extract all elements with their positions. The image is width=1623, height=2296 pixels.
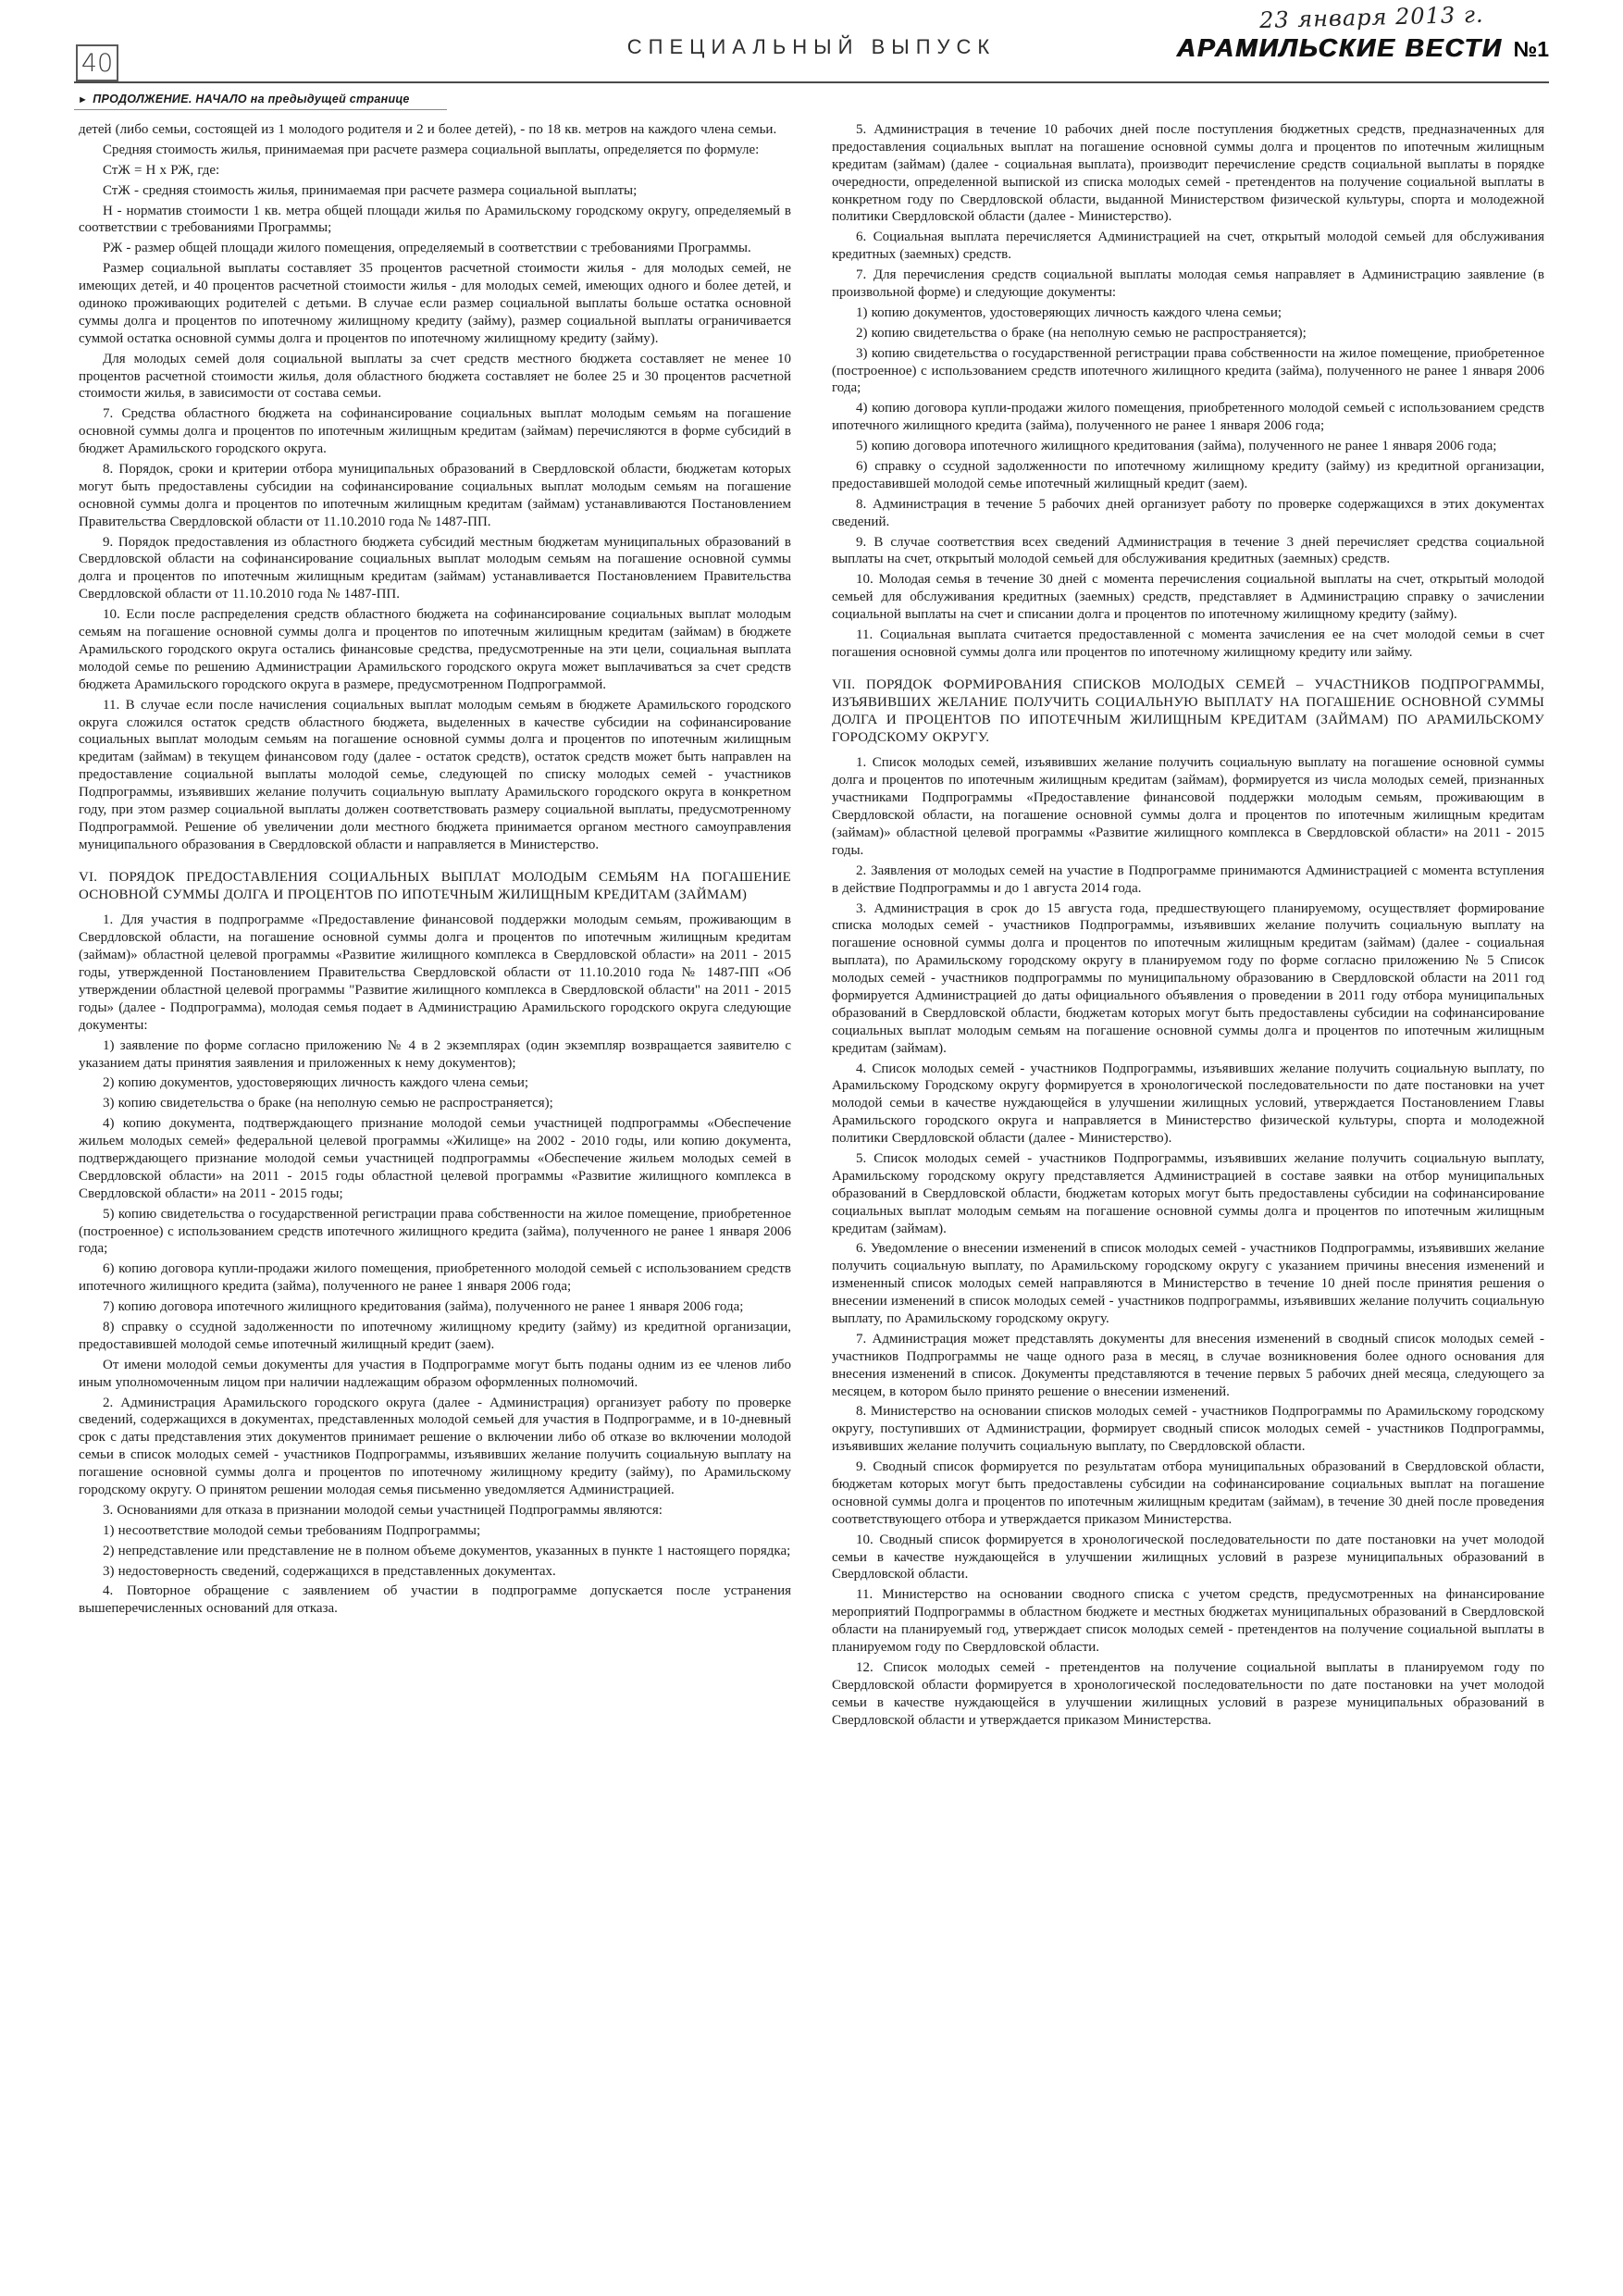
- continuation-notice-wrap: [74, 93, 447, 110]
- body-paragraph: 11. Социальная выплата считается предоставленной с момента зачисления ее на счет молодой семьи в счет погашения основной суммы долга или процентов по ипотечному жилищному кредиту или займу.: [832, 627, 1544, 660]
- body-paragraph: 4. Повторное обращение с заявлением об участии в подпрограмме допускается после устранения вышеперечисленных оснований для отказа.: [79, 1583, 791, 1617]
- body-paragraph: 8. Порядок, сроки и критерии отбора муниципальных образований в Свердловской области, бюджетам которых могут быть предоставлены субсидии на софинансирование социальных выплат молодым семьям на погашение основной суммы долга и процентов по ипотечным жилищным кредитам (займам) устанавливаются Постановлением Правительства Свердловской области от 11.10.2010 года № 1487-ПП.: [79, 462, 791, 529]
- body-paragraph: 7. Средства областного бюджета на софинансирование социальных выплат молодым семьям на погашение основной суммы долга и процентов по ипотечным жилищным кредитам (займам) перечисляются в форме субсидий в бюджет Арамильского городского округа.: [79, 406, 791, 457]
- body-paragraph: 8. Министерство на основании списков молодых семей - участников Подпрограммы по Арамильскому городскому округу, поступивших от Администрации, формирует сводный список молодых семей - участников Подпрограммы, изъявивших желание получить социальную выплату, по Свердловской области.: [832, 1404, 1544, 1455]
- body-paragraph: СтЖ = Н х РЖ, где:: [103, 162, 220, 178]
- newspaper-masthead: АРАМИЛЬСКИЕ ВЕСТИ: [1176, 33, 1503, 62]
- body-paragraph: 3. Администрация в срок до 15 августа года, предшествующего планируемому, осуществляет формирование списка молодых семей - участников Подпрограммы, изъявивших желание получить социальную выплату на погашение основной суммы долга и процентов по ипотечным жилищным кредитам (займам) (далее - социальная выплата), по Арамильскому городскому округу в планируемом году по форме согласно приложению № 5 Список молодых семей - участников подпрограммы по муниципальному образованию в Свердловской области на 2011 год формируется Администрацией до даты официального объявления о проведении в 2011 году отбора муниципальных образований в Свердловской области, бюджетам которых могут быть предоставлены субсидии на софинансирование социальных выплат молодым семьям на погашение основной суммы долга и процентов по ипотечным жилищным кредитам (займам).: [832, 900, 1544, 1056]
- body-paragraph: РЖ - размер общей площади жилого помещения, определяемый в соответствии с требованиями Программы.: [103, 241, 751, 256]
- section-heading: VII. ПОРЯДОК ФОРМИРОВАНИЯ СПИСКОВ МОЛОДЫХ СЕМЕЙ – УЧАСТНИКОВ ПОДПРОГРАММЫ, ИЗЪЯВИВШИХ ЖЕЛАНИЕ ПОЛУЧИТЬ СОЦИАЛЬНУЮ ВЫПЛАТУ НА ПОГАШЕНИЕ ОСНОВНОЙ СУММЫ ДОЛГА И ПРОЦЕНТОВ ПО ИПОТЕЧНЫМ ЖИЛИЩНЫМ КРЕДИТАМ (ЗАЙМАМ) ПО АРАМИЛЬСКОМУ ГОРОДСКОМУ ОКРУГУ.: [832, 676, 1544, 745]
- body-paragraph: 9. Сводный список формируется по результатам отбора муниципальных образований в Свердловской области, бюджетам которых могут быть предоставлены субсидии на софинансирование социальных выплат на погашение основной суммы долга и процентов по ипотечным жилищным кредитам (займам), в течение 30 дней после проведения соответствующего отбора и утверждается приказом Министерства.: [832, 1459, 1544, 1527]
- continuation-bar: [74, 91, 1549, 110]
- left-column: [79, 121, 791, 1731]
- continuation-notice: ПРОДОЛЖЕНИЕ. НАЧАЛО на предыдущей странице: [93, 93, 410, 105]
- masthead-area: [1176, 1, 1549, 63]
- right-column: [832, 121, 1544, 1731]
- body-paragraph: 8. Администрация в течение 5 рабочих дней организует работу по проверке содержащихся в этих документах сведений.: [832, 496, 1544, 529]
- body-paragraph: От имени молодой семьи документы для участия в Подпрограмме могут быть поданы одним из ее членов либо иным уполномоченным лицом при наличии надлежащим образом оформленных полномочий.: [79, 1357, 791, 1390]
- body-paragraph: 6) копию договора купли-продажи жилого помещения, приобретенного молодой семьей с использованием средств ипотечного жилищного кредита (займа), полученного не ранее 1 января 2006 года;: [79, 1261, 791, 1295]
- body-paragraph: 7. Для перечисления средств социальной выплаты молодая семья направляет в Администрацию заявление (в произвольной форме) и следующие документы:: [832, 267, 1544, 301]
- body-paragraph: Средняя стоимость жилья, принимаемая при расчете размера социальной выплаты, определяется по формуле:: [103, 142, 760, 157]
- masthead-line: [1176, 33, 1549, 63]
- body-paragraph: детей (либо семьи, состоящей из 1 молодого родителя и 2 и более детей), - по 18 кв. метров на каждого члена семьи.: [79, 122, 777, 137]
- body-paragraph: 3. Основаниями для отказа в признании молодой семьи участницей Подпрограммы являются:: [103, 1502, 663, 1518]
- section-heading: VI. ПОРЯДОК ПРЕДОСТАВЛЕНИЯ СОЦИАЛЬНЫХ ВЫПЛАТ МОЛОДЫМ СЕМЬЯМ НА ПОГАШЕНИЕ ОСНОВНОЙ СУММЫ ДОЛГА И ПРОЦЕНТОВ ПО ИПОТЕЧНЫМ ЖИЛИЩНЫМ КРЕДИТАМ (ЗАЙМАМ): [79, 869, 791, 902]
- issue-date: 23 января 2013 г.: [1259, 1, 1485, 33]
- body-paragraph: 6) справку о ссудной задолженности по ипотечному жилищному кредиту (займу) из кредитной организации, предоставившей молодой семье ипотечный жилищный кредит (заем).: [832, 459, 1544, 491]
- body-paragraph: 6. Социальная выплата перечисляется Администрацией на счет, открытый молодой семьей для обслуживания кредитных (заемных) средств.: [832, 230, 1544, 263]
- body-paragraph: 3) копию свидетельства о государственной регистрации права собственности на жилое помещение, приобретенное (построенное) с использованием средств ипотечного жилищного кредита (займа), полученного не ранее 1 января 2006 года;: [832, 345, 1544, 396]
- body-paragraph: 1. Для участия в подпрограмме «Предоставление финансовой поддержки молодым семьям, проживающим в Свердловской области, на погашение основной суммы долга и процентов по ипотечным жилищным кредитам (займам)» областной целевой программы «Развитие жилищного комплекса в Свердловской области» на 2011 - 2015 годы, утвержденной Постановлением Правительства Свердловской области от 11.10.2010 года № 1487-ПП «Об утверждении областной целевой программы "Развитие жилищного комплекса в Свердловской области" на 2011 - 2015 годы» (далее - Подпрограмма), молодая семья подает в Администрацию Арамильского городского округа следующие документы:: [79, 912, 791, 1033]
- body-paragraph: 4) копию договора купли-продажи жилого помещения, приобретенного молодой семьей с использованием средств ипотечного жилищного кредита (займа), полученного не ранее 1 января 2006 года;: [832, 401, 1544, 434]
- body-paragraph: 1. Список молодых семей, изъявивших желание получить социальную выплату на погашение основной суммы долга и процентов по ипотечным жилищным кредитам (займам), формируется из числа молодых семей, признанных участниками Подпрограммы «Предоставление финансовой поддержки молодым семьям, проживающим в Свердловской области, на погашение основной суммы долга и процентов по ипотечным жилищным кредитам (займам)» областной целевой программы «Развитие жилищного комплекса в Свердловской области» на 2011 - 2015 годы.: [832, 755, 1544, 858]
- continuation-arrow-icon: ►: [78, 94, 89, 105]
- body-paragraph: 10. Сводный список формируется в хронологической последовательности по дате постановки на учет молодой семьи в качестве нуждающейся в улучшении жилищных условий в разрезе муниципальных образований в Свердловской области.: [832, 1532, 1544, 1582]
- body-paragraph: 8) справку о ссудной задолженности по ипотечному жилищному кредиту (займу) из кредитной организации, предоставившей молодой семье ипотечный жилищный кредит (заем).: [79, 1320, 791, 1352]
- body-paragraph: 11. Министерство на основании сводного списка с учетом средств, предусмотренных на финансирование мероприятий Подпрограммы в областном бюджете и местных бюджетах муниципальных образований в Свердловской области на планируемый год, утверждает список молодых семей - претендентов на получение социальной выплаты в планируемом году по Свердловской области.: [832, 1587, 1544, 1656]
- body-paragraph: 1) копию документов, удостоверяющих личность каждого члена семьи;: [856, 304, 1282, 320]
- body-paragraph: 5. Администрация в течение 10 рабочих дней после поступления бюджетных средств, предназначенных для предоставления социальных выплат на погашение основной суммы долга и процентов по ипотечным жилищным кредитам (займам) (далее - социальная выплата), производит перечисление средств социальной выплаты в порядке очередности, определенной выпиской из списка молодых семей - претендентов на получение социальной выплаты в конкретном году по Свердловской области, выданной Министерством физической культуры, спорта и молодежной политики Свердловской области (далее - Министерство).: [832, 122, 1544, 225]
- body-paragraph: 1) заявление по форме согласно приложению № 4 в 2 экземплярах (один экземпляр возвращается заявителю с указанием даты принятия заявления и приложенных к нему документов);: [79, 1037, 791, 1071]
- body-paragraph: 5) копию свидетельства о государственной регистрации права собственности на жилое помещение, приобретенное (построенное) с использованием средств ипотечного жилищного кредита (займа), полученного не ранее 1 января 2006 года;: [79, 1206, 791, 1257]
- issue-number: №1: [1513, 37, 1549, 61]
- body-paragraph: 9. Порядок предоставления из областного бюджета субсидий местным бюджетам муниципальных образований в Свердловской области на софинансирование социальных выплат молодым семьям на погашение основной суммы долга и процентов по ипотечным жилищным кредитам (займам) устанавливается Постановлением Правительства Свердловской области от 11.10.2010 года № 1487-ПП.: [79, 534, 791, 602]
- body-paragraph: Н - норматив стоимости 1 кв. метра общей площади жилья по Арамильскому городскому округу, определяемый в соответствии с требованиями Программы;: [79, 203, 791, 236]
- body-paragraph: Размер социальной выплаты составляет 35 процентов расчетной стоимости жилья - для молодых семей, не имеющих детей, и 40 процентов расчетной стоимости жилья - для молодых семей, имеющих одного и более детей, и одиноко проживающих родителей с детьми. В случае если размер социальной выплаты больше остатка основной суммы долга и процентов по ипотечному жилищному кредиту (займу), размер социальной выплаты ограничивается суммой остатка основной суммы долга и процентов по ипотечному жилищному кредиту (займу).: [79, 261, 791, 346]
- body-paragraph: 5. Список молодых семей - участников Подпрограммы, изъявивших желание получить социальную выплату, Арамильскому городскому округу представляется Администрацией в составе заявки на отбор муниципальных образований в Свердловской области, бюджетам которых могут быть предоставлены субсидии на софинансирование социальных выплат молодым семьям на погашение основной суммы долга и процентов по ипотечным жилищным кредитам (займам).: [832, 1150, 1544, 1236]
- body-paragraph: 4. Список молодых семей - участников Подпрограммы, изъявивших желание получить социальную выплату, по Арамильскому Городскому округу формируется в хронологической последовательности по дате постановки на учет молодой семьи в качестве нуждающейся в улучшении жилищных условий, утверждается Постановлением Главы Арамильского городского округа и направляется в Министерство физической культуры, спорта и молодежной политики Свердловской области (далее - Министерство).: [832, 1061, 1544, 1147]
- body-paragraph: 2) копию документов, удостоверяющих личность каждого члена семьи;: [103, 1075, 529, 1091]
- body-paragraph: 3) копию свидетельства о браке (на неполную семью не распространяется);: [103, 1096, 553, 1111]
- article-body: [79, 121, 1544, 1731]
- body-paragraph: 10. Если после распределения средств областного бюджета на софинансирование социальных выплат молодым семьям на погашение основной суммы долга и процентов по ипотечным жилищным кредитам (займам) в бюджете Арамильского городского округа остались финансовые средства, предусмотренные на эти цели, социальная выплата молодой семье по решению Администрации Арамильского городского округа может выплачиваться за счет средств бюджета Арамильского городского округа в размере, предусмотренном Подпрограммой.: [79, 607, 791, 692]
- body-paragraph: 2. Администрация Арамильского городского округа (далее - Администрация) организует работу по проверке сведений, содержащихся в документах, представленных молодой семьей для участия в Подпрограмме, и в 10-дневный срок с даты представления этих документов принимает решение о включении либо об отказе во включении молодой семьи в список молодых семей - участников Подпрограммы, изъявивших желание получить социальную выплату на погашение основной суммы долга и процентов по ипотечному жилищному кредиту (займу), по Арамильскому городскому округу. О принятом решении молодая семья письменно уведомляется Администрацией.: [79, 1395, 791, 1498]
- body-paragraph: 4) копию документа, подтверждающего признание молодой семьи участницей подпрограммы «Обеспечение жильем молодых семей» федеральной целевой программы «Жилище» на 2002 - 2010 годы, или копию документа, подтверждающего признание молодой семьи участницей подпрограммы «Обеспечение жильем молодых семей в Свердловской области» на 2011 - 2015 годы областной целевой программы «Развитие жилищного комплекса в Свердловской области» на 2011 - 2015 годы;: [79, 1116, 791, 1201]
- body-paragraph: Для молодых семей доля социальной выплаты за счет средств местного бюджета составляет не менее 10 процентов расчетной стоимости жилья, доля областного бюджета составляет не более 25 и 30 процентов расчетной стоимости жилья, в зависимости от состава семьи.: [79, 351, 791, 402]
- body-paragraph: 6. Уведомление о внесении изменений в список молодых семей - участников Подпрограммы, изъявивших желание получить социальную выплату, по Арамильскому городскому округу с указанием причины внесения изменений и измененный список молодых семей направляются в Министерство в течение 10 дней после принятия решения о внесении изменений в список молодых семей - участников подпрограммы, изъявивших желание получить социальную выплату, по Арамильскому городскому округу.: [832, 1241, 1544, 1326]
- body-paragraph: СтЖ - средняя стоимость жилья, принимаемая при расчете размера социальной выплаты;: [103, 182, 638, 198]
- body-paragraph: 2) непредставление или представление не в полном объеме документов, указанных в пункте 1 настоящего порядка;: [103, 1543, 791, 1558]
- body-paragraph: 10. Молодая семья в течение 30 дней с момента перечисления социальной выплаты на счет, открытый молодой семьей для обслуживания кредитных (заемных) средств, представляет в Администрацию справку о зачислении социальной выплаты на счет и списании долга и процентов по ипотечному жилищному кредиту (займу).: [832, 572, 1544, 623]
- body-paragraph: 2) копию свидетельства о браке (на неполную семью не распространяется);: [856, 325, 1307, 341]
- body-paragraph: 3) недостоверность сведений, содержащихся в представленных документах.: [103, 1563, 556, 1579]
- body-paragraph: 11. В случае если после начисления социальных выплат молодым семьям в бюджете Арамильского городского округа сложился остаток средств областного бюджета, выделенных в качестве субсидии на софинансирование социальных выплат молодым семьям на погашение основной суммы долга и процентов по ипотечным жилищным кредитам (займам) в текущем финансовом году (далее - остаток средств), остаток средств может быть направлен на предоставление социальной выплаты молодой семье, следующей по списку молодых семей - участников Подпрограммы, изъявивших желание получить социальную выплату Арамильского городского округа в конкретном году, при этом размер социальной выплаты должен соответствовать размеру социальной выплаты, предусмотренному Подпрограммой. Решение об увеличении доли местного бюджета принимается органом местного самоуправления муниципального образования в Свердловской области и направляется в Министерство.: [79, 697, 791, 852]
- body-paragraph: 9. В случае соответствия всех сведений Администрация в течение 3 дней перечисляет средства социальной выплаты на счет, открытый молодой семьей для обслуживания кредитных (заемных) средств.: [832, 534, 1544, 567]
- page-number-box: [76, 44, 118, 81]
- page-header: [74, 0, 1549, 83]
- body-paragraph: 12. Список молодых семей - претендентов на получение социальной выплаты в планируемом году по Свердловской области формируется в хронологической последовательности по дате постановки на учет молодой семьи в качестве нуждающейся в улучшении жилищных условий в разрезе муниципальных образований в Свердловской области и утверждается приказом Министерства.: [832, 1659, 1544, 1728]
- page-number: 40: [81, 48, 114, 78]
- body-paragraph: 5) копию договора ипотечного жилищного кредитования (займа), полученного не ранее 1 января 2006 года;: [856, 439, 1497, 454]
- body-paragraph: 1) несоответствие молодой семьи требованиям Подпрограммы;: [103, 1522, 481, 1538]
- issue-title: СПЕЦИАЛЬНЫЙ ВЫПУСК: [626, 35, 997, 58]
- body-paragraph: 7) копию договора ипотечного жилищного кредитования (займа), полученного не ранее 1 января 2006 года;: [103, 1299, 744, 1315]
- body-paragraph: 2. Заявления от молодых семей на участие в Подпрограмме принимаются Администрацией с момента вступления в действие Подпрограммы и до 1 августа 2014 года.: [832, 863, 1544, 896]
- body-paragraph: 7. Администрация может представлять документы для внесения изменений в сводный список молодых семей - участников Подпрограммы не чаще одного раза в месяц, в случае возникновения более одного основания для внесения изменений в список. Документы представляются в течение первых 5 рабочих дней месяца, следующего за месяцем, в котором было принято решение о внесении изменений.: [832, 1331, 1544, 1399]
